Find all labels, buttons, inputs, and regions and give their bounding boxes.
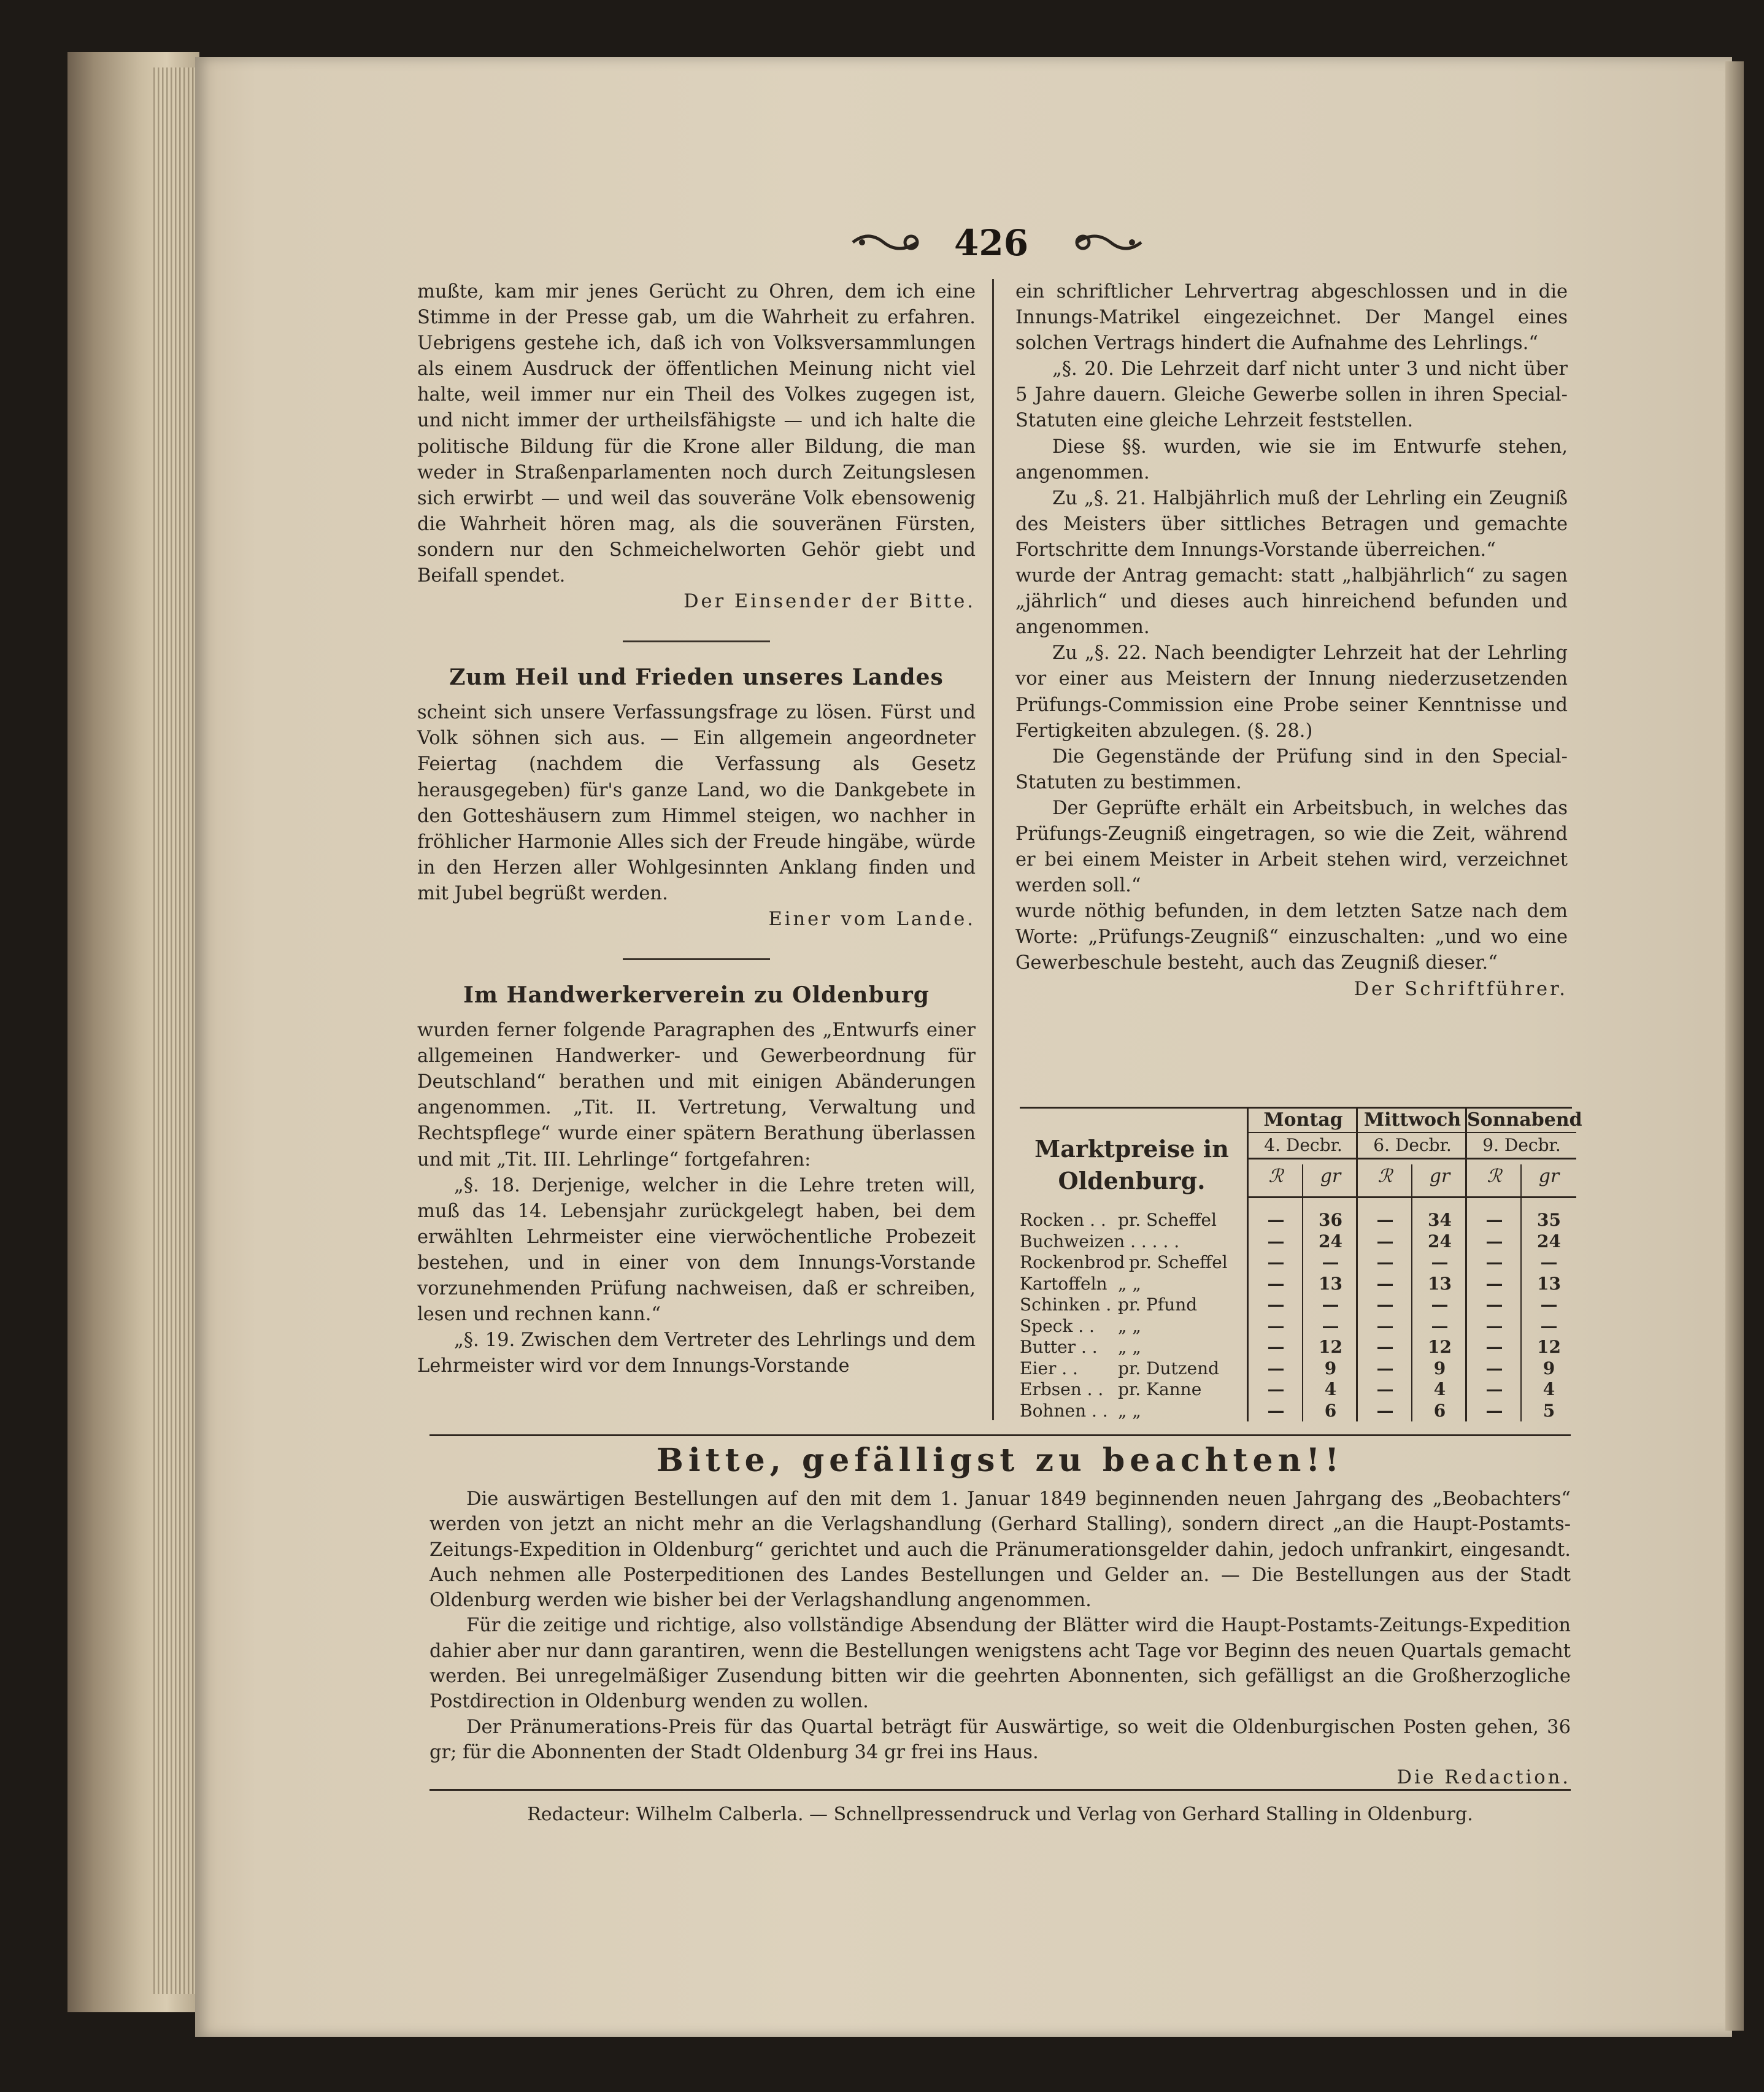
- market-item-unit: pr. Dutzend: [1118, 1358, 1220, 1379]
- price-groschen: 12: [1428, 1337, 1452, 1357]
- price-row: [1249, 1294, 1358, 1316]
- market-item-unit: . pr. Scheffel: [1118, 1252, 1228, 1272]
- price-thaler: —: [1376, 1294, 1394, 1315]
- price-groschen: —: [1322, 1315, 1339, 1336]
- price-row: [1249, 1316, 1358, 1337]
- imprint-footer: Redacteur: Wilhelm Calberla. — Schnellpressendruck und Verlag von Gerhard Stalling in Oldenburg.: [527, 1804, 1473, 1825]
- paragraph-22: Zu „§. 22. Nach beendigter Lehrzeit hat der Lehrling vor einer aus Meistern der Innung niederzusetzenden Prüfungs-Commission eine Probe seiner Kenntnisse und Fertigkeiten abzulegen. (§. 28.): [1015, 642, 1568, 742]
- market-item-name: Erbsen . .: [1020, 1379, 1104, 1399]
- price-thaler: —: [1376, 1231, 1394, 1252]
- price-groschen: 4: [1324, 1379, 1337, 1399]
- market-item-name: Bohnen . .: [1020, 1400, 1108, 1421]
- price-row: [1467, 1379, 1576, 1401]
- price-groschen: 24: [1537, 1231, 1561, 1252]
- day-values: [1467, 1210, 1576, 1421]
- gutter-shadow: [1725, 61, 1744, 2031]
- price-row: [1467, 1401, 1576, 1422]
- paragraph-18: „§. 18. Derjenige, welcher in die Lehre treten will, muß das 14. Lebensjahr zurückgelegt haben, bei dem erwählten Lehrmeister eine vierwöchentliche Probezeit bestehen, und in einer von dem Innungs-Vorstande vorzunehmenden Prüfung nachweisen, daß er schreiben, lesen und rechnen kann.“: [417, 1174, 976, 1326]
- price-row: [1358, 1210, 1467, 1231]
- unit-groschen: gr: [1320, 1166, 1341, 1187]
- price-thaler: —: [1485, 1210, 1503, 1230]
- price-row: [1249, 1379, 1358, 1401]
- price-row: [1249, 1358, 1358, 1380]
- right-ornament-icon: [1071, 227, 1144, 258]
- price-groschen: 12: [1319, 1337, 1342, 1357]
- price-groschen: —: [1322, 1252, 1339, 1272]
- page-number: 426: [954, 222, 1029, 264]
- article-heading-heil: Zum Heil und Frieden unseres Landes: [449, 664, 944, 691]
- price-groschen: 13: [1537, 1273, 1561, 1294]
- day-column-monday: [1247, 1109, 1358, 1421]
- notice-title: Bitte, gefälligst zu beachten!!: [656, 1442, 1344, 1479]
- price-row: [1358, 1252, 1467, 1274]
- price-thaler: —: [1376, 1400, 1394, 1421]
- price-groschen: 4: [1543, 1379, 1555, 1399]
- day-column-saturday: [1465, 1109, 1582, 1421]
- notice-paragraph-1: Die auswärtigen Bestellungen auf den mit dem 1. Januar 1849 beginnenden neuen Jahrgang des „Beobachters“ werden von jetzt an nicht mehr an die Verlagshandlung (Gerhard Stalling), sondern direct „an die Haupt-Postamts-Zeitungs-Expedition in Oldenburg“ gerichtet und auch die Pränumerationsgelder dahin, jedoch unfrankirt, eingesandt. Auch nehmen alle Posterpeditionen des Landes Bestellungen und Gelder an. — Die Bestellungen aus der Stadt Oldenburg werden wie bisher bei der Verlagshandlung angenommen.: [429, 1488, 1571, 1612]
- market-item-row: [1020, 1274, 1247, 1295]
- price-row: [1467, 1210, 1576, 1231]
- price-row: [1467, 1337, 1576, 1358]
- market-item-row: [1020, 1252, 1247, 1274]
- price-groschen: 9: [1433, 1358, 1446, 1379]
- market-item-row: [1020, 1379, 1247, 1401]
- footer-rule: [429, 1789, 1571, 1791]
- price-groschen: —: [1540, 1294, 1558, 1315]
- market-item-name: Rocken . .: [1020, 1210, 1106, 1230]
- price-thaler: —: [1485, 1294, 1503, 1315]
- market-item-unit: „ „: [1118, 1315, 1141, 1336]
- price-row: [1358, 1358, 1467, 1380]
- market-item-row: [1020, 1231, 1247, 1253]
- price-groschen: 9: [1324, 1358, 1337, 1379]
- price-groschen: 34: [1428, 1210, 1452, 1230]
- unit-header: [1467, 1158, 1576, 1198]
- price-row: [1249, 1401, 1358, 1422]
- price-row: [1467, 1274, 1576, 1295]
- notice-paragraph-2: Für die zeitige und richtige, also vollständige Absendung der Blätter wird die Haupt-Postamts-Zeitungs-Expedition dahier aber nur dann garantiren, wenn die Bestellungen wenigstens acht Tage vor Beginn des neuen Quartals gemacht werden. Bei unregelmäßiger Zusendung bitten wir die geehrten Abonnenten, sich gefälligst an die Großherzogliche Postdirection in Oldenburg wenden zu wollen.: [429, 1615, 1571, 1713]
- price-groschen: —: [1431, 1315, 1449, 1336]
- intro-paragraph: mußte, kam mir jenes Gerücht zu Ohren, dem ich eine Stimme in der Presse gab, um die Wahrheit zu erfahren. Uebrigens gestehe ich, daß ich von Volksversammlungen als einem Ausdruck der öffentlichen Meinung nicht viel halte, weil immer nur ein Theil des Volkes zugegen ist, und nicht immer der urtheilsfähigste — und ich halte die politische Bildung für die Krone aller Bildung, die man weder in Straßenparlamenten noch durch Zeitungslesen sich erwirbt — und weil das souveräne Volk ebensowenig die Wahrheit hören mag, als die souveränen Fürsten, sondern nur den Schmeichelworten Gehör giebt und Beifall spendet.: [417, 281, 976, 587]
- market-item-name: Butter . .: [1020, 1337, 1098, 1357]
- market-item-unit: pr. Kanne: [1118, 1379, 1202, 1399]
- price-thaler: —: [1485, 1315, 1503, 1336]
- page-edges: [153, 67, 199, 1994]
- paragraph-21: Zu „§. 21. Halbjährlich muß der Lehrling ein Zeugniß des Meisters über sittliches Betragen und gemachte Fortschritte dem Innungs-Vorstande überreichen.“: [1015, 487, 1568, 561]
- price-groschen: 13: [1428, 1273, 1452, 1294]
- market-item-name: Buchweizen . . . . .: [1020, 1231, 1180, 1252]
- paragraph-22-note: wurde nöthig befunden, in dem letzten Satze nach dem Worte: „Prüfungs-Zeugniß“ einzuschalten: „und wo eine Gewerbeschule besteht, auch das Zeugniß dieser.“: [1015, 901, 1568, 974]
- market-item-name: Speck . .: [1020, 1315, 1095, 1336]
- unit-thaler: ℛ: [1487, 1166, 1502, 1187]
- intro-signature: Der Einsender der Bitte.: [684, 591, 976, 613]
- market-item-name: Eier . .: [1020, 1358, 1078, 1379]
- notice-signature: Die Redaction.: [1396, 1767, 1571, 1789]
- price-thaler: —: [1376, 1337, 1394, 1357]
- price-thaler: —: [1485, 1337, 1503, 1357]
- price-thaler: —: [1376, 1273, 1394, 1294]
- market-item-name: Kartoffeln: [1020, 1273, 1107, 1294]
- price-groschen: 6: [1433, 1400, 1446, 1421]
- price-thaler: —: [1267, 1379, 1285, 1399]
- article-heading-handwerker: Im Handwerkerverein zu Oldenburg: [463, 982, 930, 1009]
- price-thaler: —: [1376, 1379, 1394, 1399]
- subscription-notice: [429, 1439, 1571, 1791]
- unit-thaler: ℛ: [1268, 1166, 1284, 1187]
- price-row: [1358, 1316, 1467, 1337]
- section-divider: [623, 640, 770, 642]
- price-row: [1249, 1252, 1358, 1274]
- unit-groschen: gr: [1538, 1166, 1560, 1187]
- market-item-name: Rockenbrod: [1020, 1252, 1125, 1272]
- notice-paragraph-3: Der Pränumerations-Preis für das Quartal beträgt für Auswärtige, so weit die Oldenburgischen Posten gehen, 36 gr; für die Abonnenten der Stadt Oldenburg 34 gr frei ins Haus.: [429, 1716, 1571, 1763]
- market-item-row: [1020, 1210, 1247, 1231]
- price-thaler: —: [1267, 1315, 1285, 1336]
- market-title-line2: Oldenburg.: [1058, 1167, 1206, 1194]
- market-title-line1: Marktpreise in: [1034, 1135, 1229, 1163]
- price-thaler: —: [1485, 1273, 1503, 1294]
- price-row: [1467, 1294, 1576, 1316]
- unit-header: [1249, 1158, 1358, 1198]
- price-groschen: —: [1540, 1315, 1558, 1336]
- day-name: Sonnabend: [1467, 1109, 1576, 1133]
- price-groschen: 13: [1319, 1273, 1342, 1294]
- price-row: [1467, 1358, 1576, 1380]
- day-date: 9. Decbr.: [1482, 1135, 1561, 1155]
- price-row: [1249, 1210, 1358, 1231]
- price-thaler: —: [1267, 1337, 1285, 1357]
- paragraph-21-note: wurde der Antrag gemacht: statt „halbjährlich“ zu sagen „jährlich“ und dieses auch hinreichend befunden und angenommen.: [1015, 565, 1568, 639]
- price-row: [1358, 1274, 1467, 1295]
- market-price-table: [1020, 1107, 1582, 1421]
- price-row: [1358, 1401, 1467, 1422]
- price-row: [1358, 1231, 1467, 1253]
- market-item-row: [1020, 1401, 1247, 1422]
- price-thaler: —: [1485, 1231, 1503, 1252]
- market-item-unit: „ „: [1118, 1400, 1141, 1421]
- market-item-row: [1020, 1358, 1247, 1380]
- price-groschen: 35: [1537, 1210, 1561, 1230]
- market-item-name: Schinken . .: [1020, 1294, 1123, 1315]
- price-row: [1358, 1379, 1467, 1401]
- price-row: [1249, 1274, 1358, 1295]
- price-groschen: 5: [1543, 1400, 1555, 1421]
- paragraph-19: „§. 19. Zwischen dem Vertreter des Lehrlings und dem Lehrmeister wird vor dem Innungs-Vorstande: [417, 1329, 976, 1377]
- day-values: [1358, 1210, 1467, 1421]
- price-thaler: —: [1376, 1315, 1394, 1336]
- price-row: [1358, 1337, 1467, 1358]
- unit-groschen: gr: [1429, 1166, 1450, 1187]
- price-row: [1358, 1294, 1467, 1316]
- price-row: [1467, 1316, 1576, 1337]
- paragraph-20-note: Diese §§. wurden, wie sie im Entwurfe stehen, angenommen.: [1015, 436, 1568, 483]
- day-values: [1249, 1210, 1358, 1421]
- market-item-unit: pr. Scheffel: [1118, 1210, 1217, 1230]
- left-ornament-icon: [850, 227, 923, 258]
- price-thaler: —: [1267, 1210, 1285, 1230]
- price-thaler: —: [1267, 1294, 1285, 1315]
- day-column-wednesday: [1356, 1109, 1467, 1421]
- market-item-list: [1020, 1210, 1247, 1421]
- price-groschen: —: [1431, 1252, 1449, 1272]
- secretary-signature: Der Schriftführer.: [1354, 978, 1568, 1000]
- price-groschen: —: [1540, 1252, 1558, 1272]
- article-body-handwerker: wurden ferner folgende Paragraphen des „Entwurfs einer allgemeinen Handwerker- und Gewerbeordnung für Deutschland“ berathen und mit einigen Abänderungen angenommen. „Tit. II. Vertretung, Verwaltung und Rechtspflege“ wurde einer spätern Berathung überlassen und mit „Tit. III. Lehrlinge“ fortgefahren:: [417, 1020, 976, 1171]
- left-column: [417, 279, 976, 1379]
- price-row: [1249, 1337, 1358, 1358]
- price-row: [1467, 1231, 1576, 1253]
- price-thaler: —: [1376, 1252, 1394, 1272]
- price-thaler: —: [1267, 1231, 1285, 1252]
- unit-header: [1358, 1158, 1467, 1198]
- market-item-unit: pr. Pfund: [1118, 1294, 1198, 1315]
- price-thaler: —: [1485, 1400, 1503, 1421]
- market-item-unit: „ „: [1118, 1273, 1141, 1294]
- paragraph-20: „§. 20. Die Lehrzeit darf nicht unter 3 und nicht über 5 Jahre dauern. Gleiche Gewerbe sollen in ihren Special-Statuten eine gleiche Lehrzeit feststellen.: [1015, 358, 1568, 432]
- article-signature-heil: Einer vom Lande.: [768, 908, 976, 930]
- market-item-unit: „ „: [1118, 1337, 1141, 1357]
- price-groschen: 4: [1433, 1379, 1446, 1399]
- price-groschen: 12: [1537, 1337, 1561, 1357]
- price-thaler: —: [1267, 1252, 1285, 1272]
- price-groschen: 24: [1428, 1231, 1452, 1252]
- price-thaler: —: [1485, 1379, 1503, 1399]
- paragraph-22-b: Die Gegenstände der Prüfung sind in den Special-Statuten zu bestimmen.: [1015, 745, 1568, 793]
- price-groschen: —: [1322, 1294, 1339, 1315]
- price-row: [1467, 1252, 1576, 1274]
- price-thaler: —: [1267, 1273, 1285, 1294]
- paragraph-19-continued: ein schriftlicher Lehrvertrag abgeschlossen und in die Innungs-Matrikel eingezeichnet. Der Mangel eines solchen Vertrags hindert die Aufnahme des Lehrlings.“: [1015, 281, 1568, 355]
- day-date: 6. Decbr.: [1373, 1135, 1452, 1155]
- section-divider: [623, 958, 770, 960]
- day-name: Mittwoch: [1358, 1109, 1467, 1133]
- market-item-row: [1020, 1337, 1247, 1358]
- price-groschen: 24: [1319, 1231, 1342, 1252]
- price-thaler: —: [1376, 1210, 1394, 1230]
- price-thaler: —: [1485, 1252, 1503, 1272]
- price-thaler: —: [1376, 1358, 1394, 1379]
- day-date: 4. Decbr.: [1264, 1135, 1342, 1155]
- notice-top-rule: [429, 1434, 1571, 1436]
- price-groschen: 6: [1324, 1400, 1337, 1421]
- price-thaler: —: [1267, 1358, 1285, 1379]
- paragraph-22-c: Der Geprüfte erhält ein Arbeitsbuch, in welches das Prüfungs-Zeugniß eingetragen, so wie die Zeit, während er bei einem Meister in Arbeit stehen wird, verzeichnet werden soll.“: [1015, 797, 1568, 897]
- market-item-row: [1020, 1316, 1247, 1337]
- column-rule: [992, 279, 994, 1420]
- market-item-row: [1020, 1294, 1247, 1316]
- price-thaler: —: [1485, 1358, 1503, 1379]
- price-row: [1249, 1231, 1358, 1253]
- price-groschen: 36: [1319, 1210, 1342, 1230]
- unit-thaler: ℛ: [1377, 1166, 1393, 1187]
- price-groschen: —: [1431, 1294, 1449, 1315]
- right-column: [1015, 279, 1568, 1002]
- price-thaler: —: [1267, 1400, 1285, 1421]
- day-name: Montag: [1249, 1109, 1358, 1133]
- price-groschen: 9: [1543, 1358, 1555, 1379]
- market-table-title: [1020, 1133, 1244, 1197]
- article-body-heil: scheint sich unsere Verfassungsfrage zu lösen. Fürst und Volk söhnen sich aus. — Ein allgemein angeordneter Feiertag (nachdem die Verfassung als Gesetz herausgegeben) für's ganze Land, wo die Dankgebete in den Gotteshäusern zum Himmel steigen, wo nachher in fröhlicher Harmonie Alles sich der Freude hingäbe, würde in den Herzen aller Wohlgesinnten Anklang finden und mit Jubel begrüßt werden.: [417, 702, 976, 904]
